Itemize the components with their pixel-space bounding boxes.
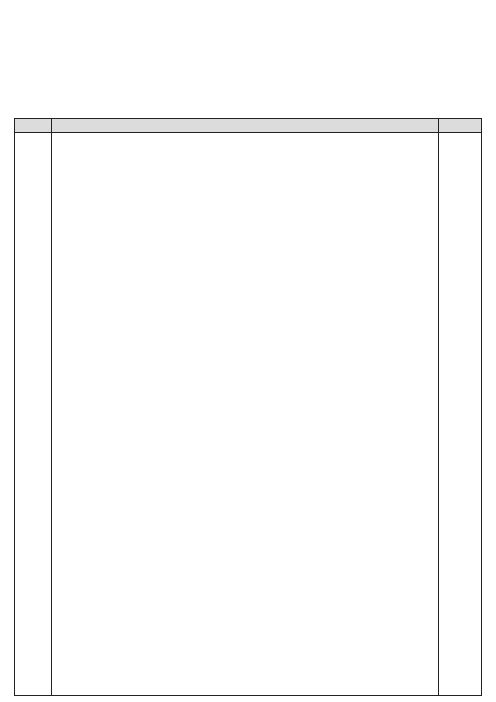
grade-header xyxy=(439,119,481,133)
exam-header xyxy=(8,8,488,98)
divider xyxy=(438,119,439,695)
question-table xyxy=(14,118,482,696)
school-block xyxy=(173,10,333,24)
grading-line xyxy=(14,98,482,112)
score-header xyxy=(15,119,51,133)
divider xyxy=(51,119,52,695)
section-header xyxy=(51,119,439,133)
